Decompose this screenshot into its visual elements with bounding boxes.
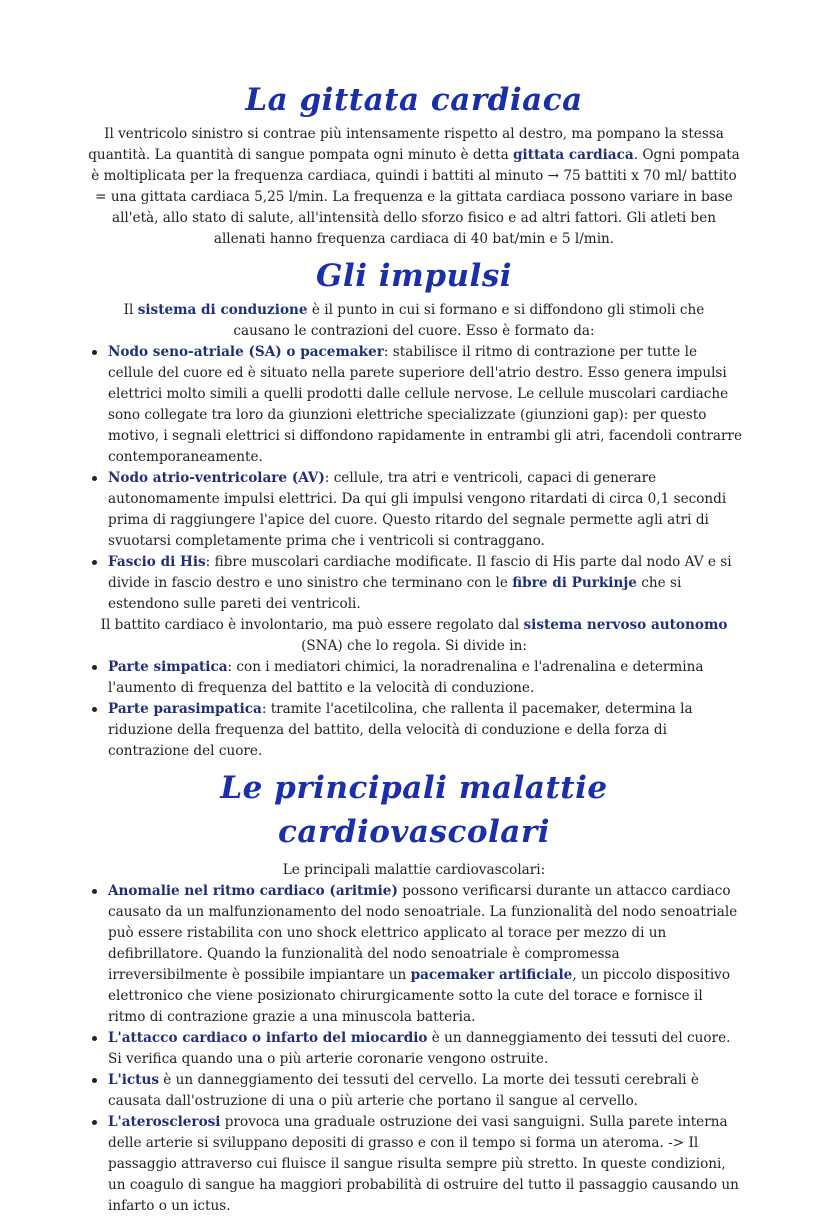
list-item [108,657,742,699]
text: è un danneggiamento dei tessuti del cervello. La morte dei tessuti cerebrali è causata dall'ostruzione di una o più arterie che portano il sangue al cervello. [108,1072,699,1109]
list-item [108,1112,742,1217]
paragraph-conduzione [86,300,742,342]
highlight-term: fibre di Purkinje [512,575,637,591]
list-item [108,1070,742,1112]
text: : cellule, tra atri e ventricoli, capaci di generare autonomamente impulsi elettrici. Da qui gli impulsi vengono ritardati di circa 0,1 secondi prima di raggiungere l'apice del cuore. Questo ritardo del segnale permette agli atri di svuotarsi completamente prima che i ventricoli si contraggano. [108,470,727,549]
highlight-term: Nodo seno-atriale (SA) o pacemaker [108,344,384,360]
highlight-term: gittata cardiaca [513,147,634,163]
text: è il punto in cui si formano e si diffondono gli stimoli che causano le contrazioni del cuore. Esso è formato da: [233,302,705,339]
highlight-term: Parte simpatica [108,659,228,675]
title-malattie: Le principali malattie cardiovascolari [220,770,608,850]
highlight-term: L'attacco cardiaco o infarto del miocardio [108,1030,428,1046]
list-item [108,881,742,1028]
highlight-term: pacemaker artificiale [410,967,573,983]
highlight-term: sistema nervoso autonomo [523,617,728,633]
highlight-term: Parte parasimpatica [108,701,262,717]
highlight-term: Anomalie nel ritmo cardiaco (aritmie) [108,883,398,899]
malattie-list [86,881,742,1217]
list-item [108,342,742,468]
highlight-term: sistema di conduzione [137,302,308,318]
highlight-term: Nodo atrio-ventricolare (AV) [108,470,325,486]
list-item [108,1028,742,1070]
text: provoca una graduale ostruzione dei vasi sanguigni. Sulla parete interna delle arterie si sviluppano depositi di grasso e con il tempo si forma un ateroma. -> Il passaggio attraverso cui fluisce il sangue risulta sempre più stretto. In queste condizioni, un coagulo di sangue ha maggiori probabilità di ostruire del tutto il passaggio causando un infarto o un ictus. [108,1114,739,1214]
list-item [108,468,742,552]
text: (SNA) che lo regola. Si divide in: [301,638,527,654]
text: : stabilisce il ritmo di contrazione per tutte le cellule del cuore ed è situato nella parete superiore dell'atrio destro. Esso genera impulsi elettrici molto simili a quelli prodotti dalle cellule nervose. Le cellule muscolari cardiache sono collegate tra loro da giunzioni elettriche specializzate (giunzioni gap): per questo motivo, i segnali elettrici si diffondono rapidamente in entrambi gli atri, facendoli contrarre contemporaneamente. [108,344,742,465]
text: : fibre muscolari cardiache modificate. Il fascio di His parte dal nodo AV e si divide in fascio destro e uno sinistro che terminano con le [108,554,732,591]
title-impulsi: Gli impulsi [315,258,513,294]
text: Il battito cardiaco è involontario, ma può essere regolato dal [100,617,524,633]
paragraph-sna [86,615,742,657]
conduction-list [86,342,742,615]
paragraph-malattie-intro: Le principali malattie cardiovascolari: [282,862,546,878]
text: Il [123,302,138,318]
text: possono verificarsi durante un attacco cardiaco causato da un malfunzionamento del nodo senoatriale. La funzionalità del nodo senoatriale può essere ristabilita con uno shock elettrico applicato al torace per mezzo di un defibrillatore. Quando la funzionalità del nodo senoatriale è compromessa irreversibilmente è possibile impiantare un [108,883,738,983]
list-item [108,552,742,615]
text: : tramite l'acetilcolina, che rallenta il pacemaker, determina la riduzione della frequenza del battito, della velocità di conduzione e della forza di contrazione del cuore. [108,701,693,759]
text: Il ventricolo sinistro si contrae più intensamente rispetto al destro, ma pompano la stessa quantità. La quantità di sangue pompata ogni minuto è detta [88,126,724,163]
highlight-term: L'aterosclerosi [108,1114,221,1130]
text: che si estendono sulle pareti dei ventricoli. [108,575,682,612]
sna-list [86,657,742,762]
highlight-term: L'ictus [108,1072,159,1088]
title-gittata: La gittata cardiaca [245,82,583,118]
text: è un danneggiamento dei tessuti del cuore. Si verifica quando una o più arterie coronarie vengono ostruite. [108,1030,731,1067]
highlight-term: Fascio di His [108,554,206,570]
text: : con i mediatori chimici, la noradrenalina e l'adrenalina e determina l'aumento di frequenza del battito e la velocità di conduzione. [108,659,704,696]
list-item [108,699,742,762]
paragraph-gittata [86,124,742,250]
text: . Ogni pompata è moltiplicata per la frequenza cardiaca, quindi i battiti al minuto → 75 battiti x 70 ml/ battito = una gittata cardiaca 5,25 l/min. La frequenza e la gittata cardiaca possono variare in base all'età, allo stato di salute, all'intensità dello sforzo fisico e ad altri fattori. Gli atleti ben allenati hanno frequenza cardiaca di 40 bat/min e 5 l/min. [91,147,740,247]
text: , un piccolo dispositivo elettronico che viene posizionato chirurgicamente sotto la cute del torace e fornisce il ritmo di contrazione grazie a una minuscola batteria. [108,967,731,1025]
